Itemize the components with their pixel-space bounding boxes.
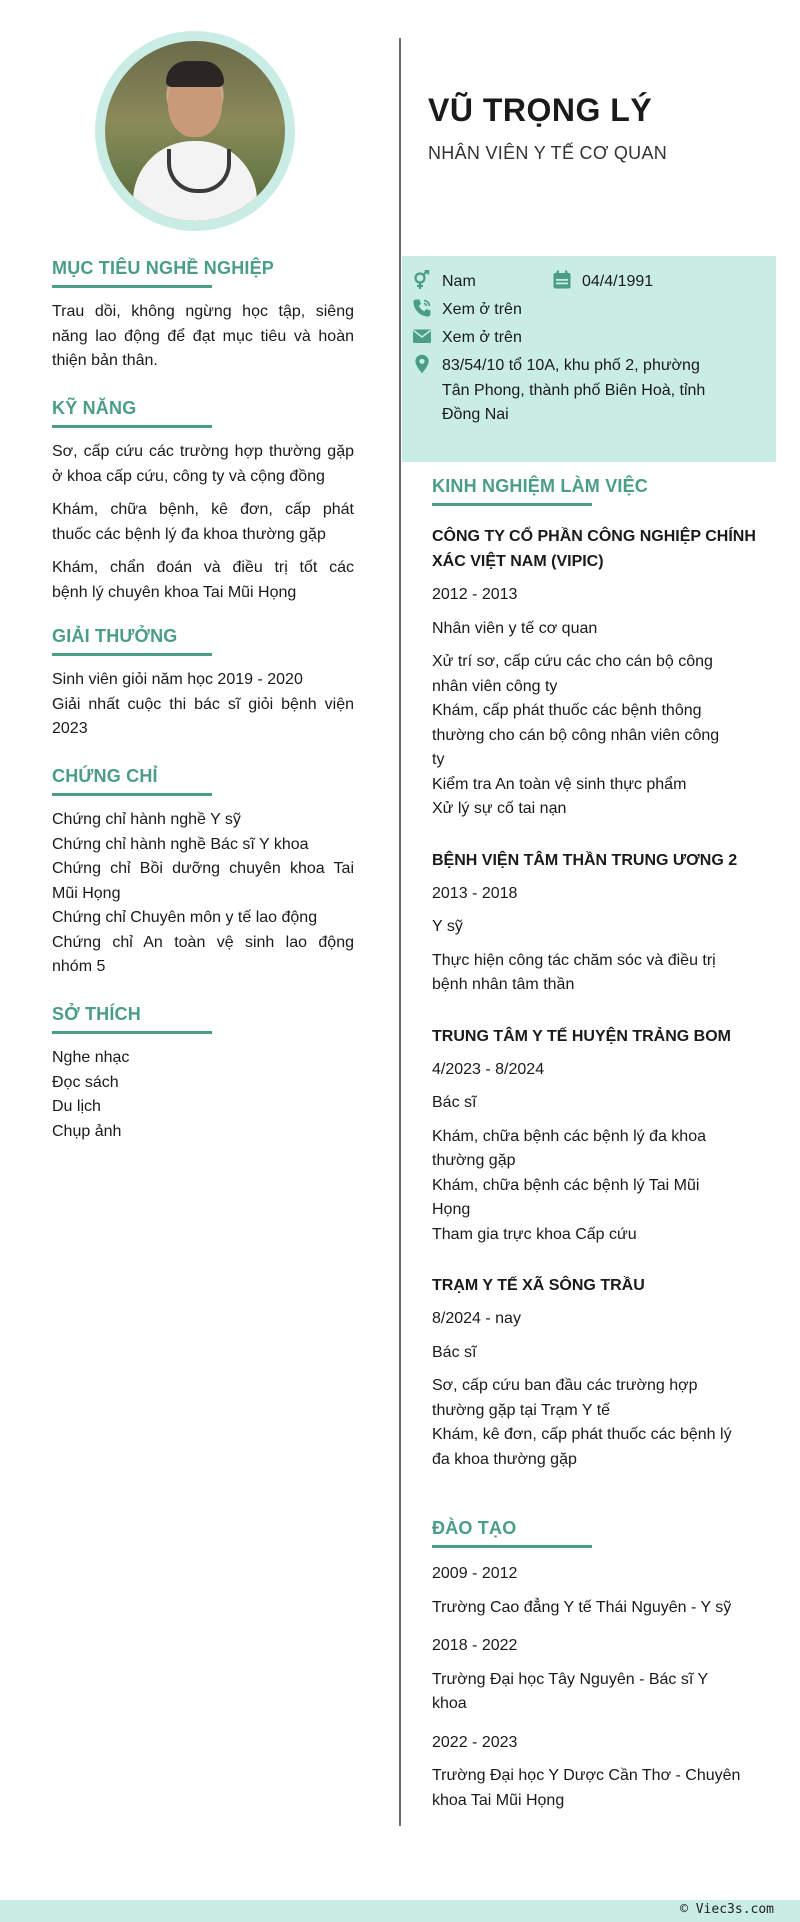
contact-email (412, 326, 522, 351)
certificate-line: nhóm 5 (52, 958, 106, 975)
column-divider (399, 38, 401, 1826)
company-line: CÔNG TY CỔ PHẦN CÔNG NGHIỆP CHÍNH (432, 528, 756, 545)
skill-line: bệnh lý chuyên khoa Tai Mũi Họng (52, 583, 297, 601)
section-rule (432, 1545, 592, 1548)
skill-line: Khám, chữa bệnh, kê đơn, cấp phát (52, 501, 354, 518)
description-line: Tham gia trực khoa Cấp cứu (432, 1225, 637, 1243)
experience-item (432, 1024, 762, 1248)
education-school (432, 1596, 762, 1621)
objective-line: Trau dồi, không ngừng học tập, siêng (52, 303, 354, 320)
section-title-skills: KỸ NĂNG (52, 398, 137, 418)
description-line: Khám, chữa bệnh các bệnh lý Tai Mũi (432, 1176, 700, 1194)
award-line: Giải nhất cuộc thi bác sĩ giỏi bệnh viện (52, 695, 354, 713)
certificates-section (52, 766, 354, 980)
email-text: Xem ở trên (442, 329, 522, 346)
education-period: 2018 - 2022 (432, 1637, 518, 1654)
school-line: khoa (432, 1695, 467, 1712)
company-line: TRẠM Y TẾ XÃ SÔNG TRẦU (432, 1277, 645, 1294)
experience-description (432, 1125, 762, 1248)
footer-copyright: © Viec3s.com (680, 1902, 774, 1917)
contact-gender (412, 270, 476, 295)
footer-bar (0, 1900, 800, 1922)
certificate-line: Chứng chỉ An toàn vệ sinh lao động (52, 933, 354, 951)
contact-address (412, 354, 705, 428)
skill-item (52, 498, 354, 547)
school-line: khoa Tai Mũi Họng (432, 1791, 565, 1809)
skills-section (52, 398, 354, 605)
experience-company (432, 1024, 762, 1049)
hobby-line: Nghe nhạc (52, 1049, 130, 1066)
certificates-list (52, 808, 354, 980)
certificate-line: Chứng chỉ hành nghề Bác sĩ Y khoa (52, 835, 309, 853)
skill-item (52, 556, 354, 605)
objective-section (52, 258, 354, 374)
certificate-line: Chứng chỉ Chuyên môn y tế lao động (52, 909, 318, 926)
address-line: 83/54/10 tổ 10A, khu phố 2, phường (442, 357, 700, 374)
skill-line: Khám, chẩn đoán và điều trị tốt các (52, 559, 354, 576)
section-rule (52, 425, 212, 428)
description-line: Xử trí sơ, cấp cứu các cho cán bộ công (432, 653, 713, 670)
description-line: Khám, chữa bệnh các bệnh lý đa khoa (432, 1127, 706, 1145)
school-line: Trường Đại học Tây Nguyên - Bác sĩ Y (432, 1670, 709, 1688)
experience-period: 2012 - 2013 (432, 586, 518, 603)
experience-section (432, 476, 762, 1472)
section-title-certificates: CHỨNG CHỈ (52, 766, 158, 786)
description-line: Khám, kê đơn, cấp phát thuốc các bệnh lý (432, 1426, 732, 1443)
experience-description (432, 1374, 762, 1472)
description-line: thường gặp tại Trạm Y tế (432, 1401, 611, 1419)
description-line: Kiểm tra An toàn vệ sinh thực phẩm (432, 775, 687, 793)
awards-list (52, 668, 354, 742)
section-title-awards: GIẢI THƯỞNG (52, 626, 178, 646)
experience-position: Bác sĩ (432, 1343, 477, 1361)
birthday-text: 04/4/1991 (582, 273, 654, 290)
experience-position: Y sỹ (432, 918, 463, 935)
section-title-education: ĐÀO TẠO (432, 1518, 517, 1538)
experience-description (432, 949, 762, 998)
description-line: nhân viên công ty (432, 677, 558, 695)
description-line: ty (432, 751, 445, 768)
education-period: 2009 - 2012 (432, 1565, 518, 1582)
experience-position: Bác sĩ (432, 1094, 477, 1111)
contact-birthday (552, 270, 653, 295)
education-item (432, 1634, 762, 1717)
section-rule (52, 285, 212, 288)
experience-item (432, 1273, 762, 1472)
hobbies-list (52, 1046, 354, 1144)
experience-item (432, 848, 762, 998)
experience-company (432, 848, 762, 873)
section-rule (52, 653, 212, 656)
company-line: BỆNH VIỆN TÂM THẦN TRUNG ƯƠNG 2 (432, 851, 738, 869)
experience-position: Nhân viên y tế cơ quan (432, 619, 598, 637)
contact-phone (412, 298, 522, 323)
section-rule (52, 1031, 212, 1034)
phone-text: Xem ở trên (442, 301, 522, 318)
education-item (432, 1731, 762, 1814)
objective-text (52, 300, 354, 374)
awards-section (52, 626, 354, 742)
description-line: Xử lý sự cố tai nạn (432, 800, 567, 817)
description-line: thường cho cán bộ công nhân viên công (432, 726, 720, 744)
section-title-objective: MỤC TIÊU NGHỀ NGHIỆP (52, 258, 275, 278)
section-title-hobbies: SỞ THÍCH (52, 1004, 141, 1024)
calendar-icon (552, 270, 572, 290)
experience-company (432, 1273, 762, 1298)
company-line: TRUNG TÂM Y TẾ HUYỆN TRẢNG BOM (432, 1027, 731, 1045)
avatar-hair (166, 61, 224, 87)
objective-line: năng lao động để đạt mục tiêu và hoàn (52, 327, 354, 345)
education-section (432, 1518, 762, 1813)
section-rule (52, 793, 212, 796)
experience-description (432, 650, 762, 822)
hobby-line: Du lịch (52, 1098, 101, 1115)
certificate-line: Chứng chỉ Bồi dưỡng chuyên khoa Tai (52, 860, 354, 877)
candidate-name: VŨ TRỌNG LÝ (428, 92, 653, 128)
description-line: thường gặp (432, 1152, 516, 1169)
skill-item (52, 440, 354, 489)
award-line: Sinh viên giỏi năm học 2019 - 2020 (52, 671, 303, 688)
address-line: Tân Phong, thành phố Biên Hoà, tỉnh (442, 381, 706, 399)
description-line: Khám, cấp phát thuốc các bệnh thông (432, 702, 702, 719)
email-icon (412, 326, 432, 346)
education-school (432, 1764, 762, 1813)
skills-list (52, 440, 354, 605)
certificate-line: Chứng chỉ hành nghề Y sỹ (52, 811, 241, 828)
location-pin-icon (412, 354, 432, 374)
company-line: XÁC VIỆT NAM (VIPIC) (432, 553, 604, 570)
gender-icon (412, 270, 432, 290)
hobbies-section (52, 1004, 354, 1144)
description-line: đa khoa thường gặp (432, 1450, 577, 1468)
gender-text: Nam (442, 273, 476, 290)
section-title-experience: KINH NGHIỆM LÀM VIỆC (432, 476, 649, 496)
education-school (432, 1668, 762, 1717)
school-line: Trường Đại học Y Dược Cần Thơ - Chuyên (432, 1767, 741, 1784)
objective-line: thiện bản thân. (52, 352, 158, 369)
description-line: Thực hiện công tác chăm sóc và điều trị (432, 951, 716, 969)
experience-period: 8/2024 - nay (432, 1310, 521, 1327)
candidate-job-title: NHÂN VIÊN Y TẾ CƠ QUAN (428, 143, 668, 163)
description-line: Sơ, cấp cứu ban đầu các trường hợp (432, 1377, 698, 1394)
address-line: Đồng Nai (442, 406, 509, 423)
skill-line: ở khoa cấp cứu, công ty và cộng đồng (52, 467, 325, 485)
education-item (432, 1562, 762, 1620)
section-rule (432, 503, 592, 506)
certificate-line: Mũi Họng (52, 884, 121, 902)
hobby-line: Chụp ảnh (52, 1122, 122, 1140)
contact-box (402, 256, 776, 462)
experience-period: 2013 - 2018 (432, 884, 518, 902)
phone-icon (412, 298, 432, 318)
description-line: Họng (432, 1201, 471, 1218)
experience-period: 4/2023 - 8/2024 (432, 1060, 545, 1078)
experience-company (432, 524, 762, 574)
description-line: bệnh nhân tâm thần (432, 976, 575, 993)
school-line: Trường Cao đẳng Y tế Thái Nguyên - Y sỹ (432, 1598, 732, 1616)
skill-line: thuốc các bệnh lý đa khoa thường gặp (52, 525, 326, 543)
experience-item (432, 524, 762, 822)
avatar (105, 41, 285, 221)
address-text (442, 354, 705, 428)
hobby-line: Đọc sách (52, 1073, 119, 1091)
skill-line: Sơ, cấp cứu các trường hợp thường gặp (52, 443, 354, 460)
education-period: 2022 - 2023 (432, 1733, 518, 1751)
award-line: 2023 (52, 720, 88, 737)
